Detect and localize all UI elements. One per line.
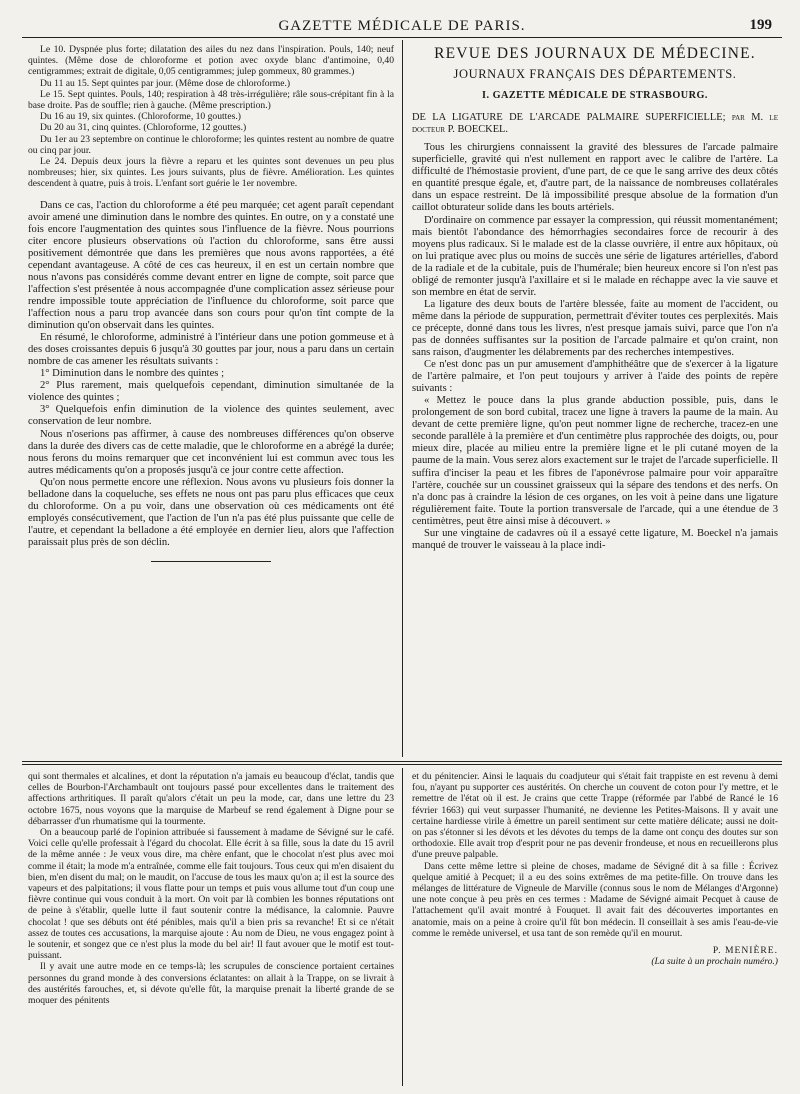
clinical-note: Du 16 au 19, six quintes. (Chloroforme, 10 gouttes.) — [40, 111, 241, 123]
feuilleton-left — [28, 771, 394, 1089]
list-item: 1° Diminution dans le nombre des quintes ; — [40, 368, 225, 380]
body-paragraph: Sur une vingtaine de cadavres où il a essayé cette ligature, M. Boeckel n'a jamais manqué de trouver le vaisseau à la place indi- — [412, 527, 778, 551]
right-column — [412, 44, 778, 754]
feuilleton-rule-top — [22, 761, 782, 762]
page-header — [22, 14, 782, 36]
feuilleton-rule-bottom — [22, 764, 782, 765]
section-title: REVUE DES JOURNAUX DE MÉDECINE. — [434, 45, 756, 62]
continuation-note: (La suite à un prochain numéro.) — [651, 956, 778, 968]
author-signature: P. MENIÈRE. — [712, 945, 778, 957]
page-number: 199 — [749, 17, 772, 33]
list-item: 2° Plus rarement, mais quelquefois cependant, diminution simultanée de la violence des quintes ; — [28, 380, 394, 404]
header-rule — [22, 37, 782, 38]
feuilleton-paragraph: On a beaucoup parlé de l'opinion attribuée si faussement à madame de Sévigné sur le café. Voici celle qu'elle professait à l'égard du chocolat. Elle écrit à sa fille, sous la date du 15 avril de la même année : Je veux vous dire, ma chère enfant, que le chocolat n'est plus avec moi comme il était; la mode m'a entraînée, comme elle fait toujours. Tous ceux qui m'en disaient du bien, m'en disent du mal; on le maudit, on l'accuse de tous les maux qu'on a; il est la source des vapeurs et des palpitations; il vous flatte pour un temps et puis vous allume tout d'un coup une fièvre continue qui vous conduit à la mort. On voit par là combien les bonnes réputations ont de peine à s'établir, quelle lutte il faut soutenir contre la médisance, la calomnie. Pauvre chocolat ! que ses débuts ont été pénibles, mais qu'il a bien pris sa revanche! Et si ce n'était assez de toutes ces accusations, la marquise ajoute : Au nom de Dieu, ne vous engagez point à le soutenir, et songez que ce n'est plus la mode du bel air! Il faut avouer que le motif est tout-puissant. — [28, 827, 394, 962]
left-column — [28, 44, 394, 754]
body-paragraph: D'ordinaire on commence par essayer la compression, qui réussit momentanément; mais bientôt l'abondance des hémorrhagies secondaires force de recourir à des moyens plus radicaux. Si le malade est de la classe ouvrière, il entre aux hôpitaux, où on lui pratique avec plus ou moins de succès une série de ligatures artérielles, d'abord de la radiale et de la cubitale, puis de l'humérale; bien heureux encore si l'on n'est pas obligé de remonter jusqu'à l'axillaire et si le malade en réchappe avec la vie sauve et son membre en état de servir. — [412, 214, 778, 298]
quoted-procedure: « Mettez le pouce dans la plus grande abduction possible, puis, dans le prolongement de son bord cubital, tracez une ligne à travers la paume de la main. Au devant de cette première ligne, qu'on peut nommer ligne de recherche, tracez-en une seconde parallèle à la première et d'un centimètre plus rapprochée des doigts, ou, pour mieux dire, placée au milieu entre la première ligne et le pli cutané moyen de la paume de la main. Vous serez alors exactement sur le trajet de l'arcade superficielle. Il suffira d'inciser la peau et les fibres de l'aponévrose palmaire pour voir apparaître l'artère, couchée sur un coussinet graisseux qui la sépare des tendons et des nerfs. On n'a donc pas à craindre la lésion de ces organes, on les voit à peine dans une ligature régulièrement faite. Toute la portion transversale de l'arcade, qui a une étendue de 3 centimètres, peut être ainsi mise à découvert. » — [412, 395, 778, 527]
feuilleton-paragraph: Il y avait une autre mode en ce temps-là; les scrupules de conscience portaient certaines personnes du grand monde à des conversions éclatantes: on allait à la Trappe, on se livrait à des austérités farouches, et, si dévote qu'elle fût, la marquise prenait la liberté grande de se moquer des pénitents — [28, 961, 394, 1007]
clinical-note: Le 15. Sept quintes. Pouls, 140; respiration à 48 très-irrégulière; râle sous-crépitant fin à la base droite. Pas de souffle; rien à gauche. (Même prescription.) — [28, 88, 394, 112]
column-divider-bottom — [402, 768, 403, 1086]
journal-heading: I. GAZETTE MÉDICALE DE STRASBOURG. — [482, 90, 708, 102]
body-paragraph: Nous n'oserions pas affirmer, à cause des nombreuses différences qu'on observe dans la durée des divers cas de cette maladie, que le chloroforme en a abrégé la durée; nous ferons du moins remarquer que cet inconvénient lui est commun avec tous les autres médicaments qu'on a proposés jusqu'à ce jour contre cette affection. — [28, 428, 394, 476]
clinical-note: Le 10. Dyspnée plus forte; dilatation des ailes du nez dans l'inspiration. Pouls, 140; neuf quintes. (Même dose de chloroforme et potion avec oxyde blanc d'antimoine, 0,40 centigrammes; extrait de digitale, 0,05 centigrammes; julep gommeux, 80 grammes.) — [28, 44, 394, 78]
feuilleton-right — [412, 771, 778, 1089]
body-paragraph: Dans ce cas, l'action du chloroforme a été peu marquée; cet agent paraît cependant avoir amené une diminution dans le nombre des quintes. En outre, on y a constaté une fois encore l'augmentation des quintes sous l'influence de la fièvre. Nous pourrions citer encore plusieurs observations où l'action du chloroforme, sans être aussi positivement démontrée que dans les premières que nous avons rapportées, a été cependant avantageuse. A côté de ces cas heureux, il en est un certain nombre que nous n'avons pas considérés comme devant entrer en ligne de compte, soit parce que l'affection s'est présentée à nous accompagnée d'une complication assez sérieuse pour rendre impossible toute appréciation de l'influence du chloroforme, soit parce que l'affection nous a paru trop avancée dans son cours pour qu'on tînt compte de la diminution qu'on observait dans les quintes. — [28, 199, 394, 332]
body-paragraph: La ligature des deux bouts de l'artère blessée, faite au moment de l'accident, ou même dans la période de suppuration, permettrait d'éviter toutes ces perplexités. Mais ce précepte, donné dans tous les livres, n'est presque jamais suivi, parce que l'on n'a pas de données suffisantes sur la position de l'arcade palmaire et qu'on craint, non sans raison, d'augmenter les délabrements par des recherches intempestives. — [412, 298, 778, 359]
feuilleton-paragraph: qui sont thermales et alcalines, et dont la réputation n'a jamais eu beaucoup d'éclat, tandis que celles de Bourbon-l'Archambault ont toujours passé pour excellentes dans le traitement des affections arthritiques. Il paraît qu'alors c'était un peu la mode, car, dans une lettre du 23 octobre 1675, nous voyons que la marquise de Marbeuf se rend également à Digne pour se débarrasser d'un rhumatisme qui la tourmente. — [28, 771, 394, 827]
body-paragraph: Tous les chirurgiens connaissent la gravité des blessures de l'arcade palmaire superficielle, gravité qui n'est nullement en rapport avec le calibre de l'artère. La difficulté de l'hémostasie provient, d'une part, de ce que le sang arrive des deux côtés en quantité presque égale, et, d'autre part, de la naissance de nombreuses collatérales dans un espace restreint. De là impossibilité presque absolue de la formation d'un caillot obturateur solide dans les bouts artériels. — [412, 142, 778, 214]
section-end-rule — [151, 561, 271, 562]
clinical-note: Du 1er au 23 septembre on continue le chloroforme; les quintes restent au nombre de quatre ou cinq par jour. — [28, 133, 394, 156]
clinical-note: Du 20 au 31, cinq quintes. (Chloroforme, 12 gouttes.) — [40, 122, 247, 134]
journal-title: GAZETTE MÉDICALE DE PARIS. — [278, 18, 526, 34]
feuilleton-paragraph: et du pénitencier. Ainsi le laquais du coadjuteur qui s'était fait trappiste en est revenu à demi fou, n'ayant pu supporter ces austérités. On cherche un couvent de coton pour l'y mettre, et le remettre de l'état où il est. Je crains que cette Trappe (réformée par l'abbé de Rancé le 16 février 1663) qui veut surpasser l'humanité, ne devienne les Petites-Maisons. Il y avait une certaine hardiesse virile à émettre un pareil sentiment sur cette matière délicate; aussi ne doit-on pas s'étonner si les dévots et les dévotes du temps de la dame ont conçu des doutes sur son orthodoxie. Elle avait trop d'esprit pour ne pas devenir frondeuse, et nous en recueillerons plus d'une preuve palpable. — [412, 771, 778, 861]
clinical-note: Le 24. Depuis deux jours la fièvre a reparu et les quintes sont devenues un peu plus nombreuses; hier, six quintes. Les jours suivants, plus de fièvre. Amélioration. Les quintes descendent à quatre, puis à trois. L'enfant sort guérie le 1er novembre. — [28, 156, 394, 190]
body-paragraph: En résumé, le chloroforme, administré à l'intérieur dans une potion gommeuse et à des doses croissantes depuis 6 jusqu'à 30 gouttes par jour, nous a paru dans un certain nombre de cas amener les résultats suivants : — [28, 332, 394, 368]
feuilleton-paragraph: Dans cette même lettre si pleine de choses, madame de Sévigné dit à sa fille : Écrivez quelque amitié à Pecquet; il a eu des soins extrêmes de ma petite-fille. On trouve dans les mélanges de littérature de Vigneule de Marville (connus sous le nom de Mélanges d'Argonne) une note conçue à peu près en ces termes : Madame de Sévigné aimait Pecquet à cause de l'attachement qu'il avait montré à Fouquet. Il avait fait des découvertes importantes en anatomie, mais on a peine à croire qu'il fût bon médecin. Il conseillait à ses amis l'eau-de-vie comme le remède universel, et usa tant de son remède qu'il en mourut. — [412, 860, 778, 939]
subsection-title: JOURNAUX FRANÇAIS DES DÉPARTEMENTS. — [453, 67, 737, 82]
column-divider-top — [402, 40, 403, 757]
clinical-note: Du 11 au 15. Sept quintes par jour. (Même dose de chloroforme.) — [40, 77, 291, 89]
article-title: DE LA LIGATURE DE L'ARCADE PALMAIRE SUPERFICIELLE; par M. le docteur P. BOECKEL. — [412, 112, 778, 136]
body-paragraph: Ce n'est donc pas un pur amusement d'amphithéâtre que de s'exercer à la ligature de l'artère palmaire, et l'on peut toujours y arriver à l'aide des points de repère suivants : — [412, 359, 778, 395]
body-paragraph: Qu'on nous permette encore une réflexion. Nous avons vu plusieurs fois donner la belladone dans la coqueluche, ses effets ne nous ont pas paru plus efficaces que ceux du chloroforme. On a pu voir, dans une observation où ces médicaments ont été employés consécutivement, que l'action de l'un n'a pas été plus puissante que celle de l'autre, et cependant la belladone a été employée en dernier lieu, alors que l'affection paraissait plus près de son déclin. — [28, 476, 394, 548]
list-item: 3° Quelquefois enfin diminution de la violence des quintes seulement, avec conservation de leur nombre. — [28, 404, 394, 428]
clinical-notes — [28, 44, 394, 190]
